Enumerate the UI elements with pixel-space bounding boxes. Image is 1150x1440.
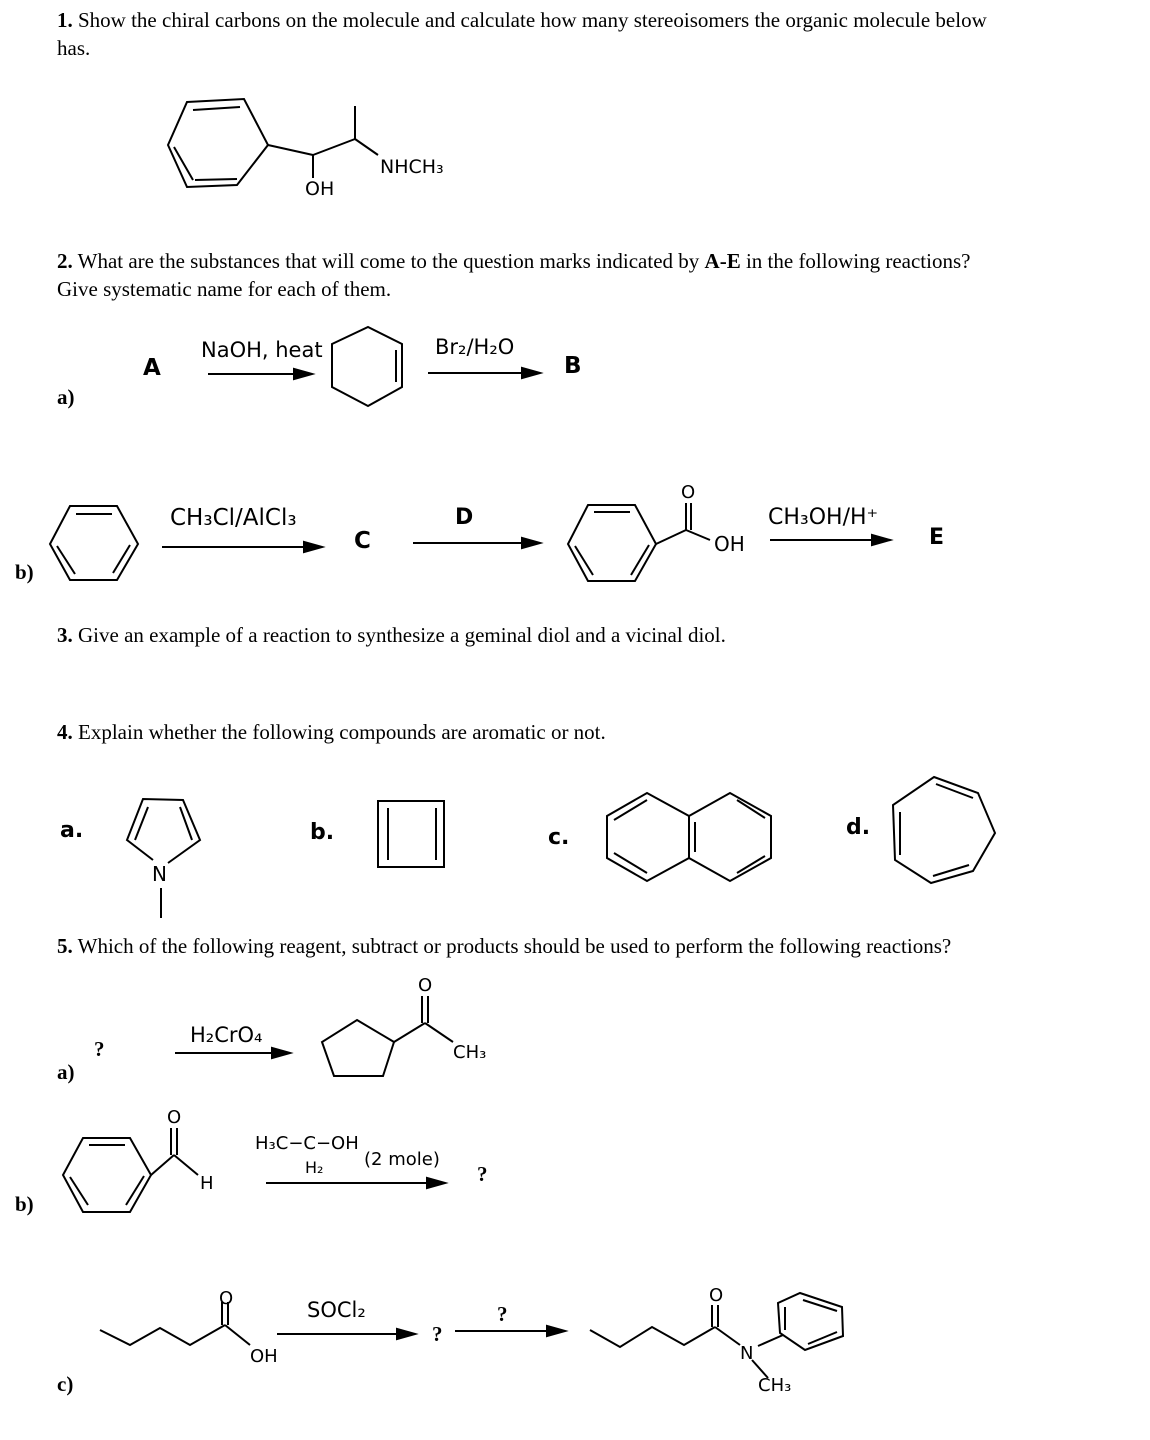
q5c-amide-o: O (709, 1285, 724, 1306)
q4-label-a: a. (60, 818, 84, 843)
q2-reagent-br2: Br₂/H₂O (435, 335, 515, 359)
q4-label-b: b. (310, 820, 335, 845)
q2-reagent-ch3cl: CH₃Cl/AlCl₃ (170, 505, 297, 531)
q2-label-A: A (143, 355, 161, 381)
q2-label-C: C (354, 528, 371, 554)
q4-label-c: c. (548, 825, 570, 850)
q5b-mole: (2 mole) (364, 1149, 440, 1170)
q2-acid-oh: OH (714, 532, 745, 556)
q1-nhch3-label: NHCH₃ (380, 156, 444, 178)
q5a-ketone-ch3: CH₃ (453, 1042, 487, 1063)
q4-label-d: d. (846, 815, 871, 840)
q2-label-E: E (929, 525, 945, 550)
q2-part-a: a) (57, 385, 75, 409)
q5-part-a: a) (57, 1060, 75, 1084)
q5c-acid-oh: OH (250, 1346, 278, 1367)
q2-reagent-naoh: NaOH, heat (201, 338, 323, 362)
q5a-reagent: H₂CrO₄ (190, 1023, 263, 1047)
q5b-question-mark: ? (477, 1162, 488, 1186)
q2-label-B: B (564, 353, 582, 379)
q5b-ethanol: H₃C−C−OH (255, 1133, 359, 1154)
q4-pyrrole-n: N (152, 862, 167, 886)
q5b-reaction (63, 1128, 445, 1212)
q2-label-D: D (455, 505, 474, 530)
q5-part-c: c) (57, 1372, 74, 1396)
q5c-acid-o: O (219, 1288, 234, 1309)
q5c-reaction (100, 1293, 843, 1378)
q2-part-b: b) (15, 560, 34, 584)
q5c-reagent-socl2: SOCl₂ (307, 1298, 366, 1322)
q5a-ketone-o: O (418, 975, 433, 996)
q5c-question-mark-2: ? (497, 1302, 508, 1326)
q5c-amide-n: N (740, 1343, 754, 1364)
q5c-question-mark-1: ? (432, 1322, 443, 1346)
q5b-h2: H₂ (305, 1158, 324, 1177)
q5a-question-mark: ? (94, 1037, 105, 1061)
q1-oh-label: OH (305, 178, 335, 200)
q5c-amide-ch3: CH₃ (758, 1375, 792, 1396)
q2-acid-o: O (681, 482, 696, 503)
question-5: 5. Which of the following reagent, subtract or products should be used to perform the following reactions? (57, 934, 952, 958)
question-2: 2. What are the substances that will come to the question marks indicated by A-E in the following reactions? Give systematic name for each of them. (57, 249, 971, 301)
q2-reagent-ch3oh: CH₃OH/H⁺ (768, 505, 879, 530)
q5b-ald-o: O (167, 1107, 182, 1128)
question-3: 3. Give an example of a reaction to synthesize a geminal diol and a vicinal diol. (57, 623, 726, 647)
q5b-ald-h: H (200, 1173, 214, 1194)
q1-molecule (168, 99, 378, 187)
question-4: 4. Explain whether the following compounds are aromatic or not. (57, 720, 606, 744)
q5-part-b: b) (15, 1192, 34, 1216)
question-1: 1. Show the chiral carbons on the molecule and calculate how many stereoisomers the organic molecule below has. (57, 8, 987, 60)
